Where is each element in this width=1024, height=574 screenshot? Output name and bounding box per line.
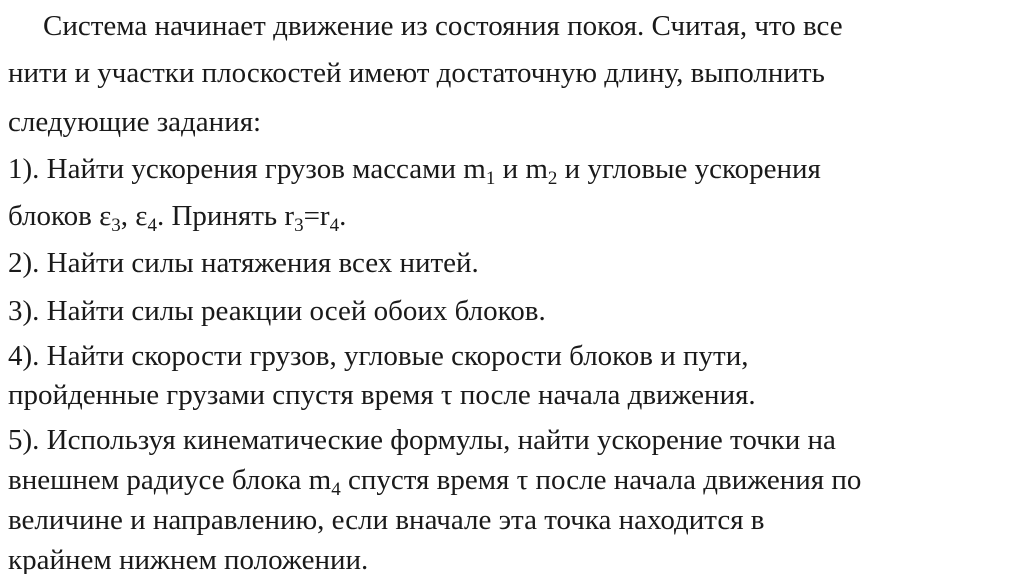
subscript-m4: 4 [331,479,341,500]
task-5-line-3: величине и направлению, если вначале эта точка находится в [8,504,765,536]
subscript-m1: 1 [485,168,496,189]
subscript-r3: 3 [294,215,304,236]
task-1-text-d: блоков ε [8,200,112,232]
task-4-line-2: пройденные грузами спустя время τ после начала движения. [8,379,756,411]
subscript-e3: 3 [111,215,121,236]
task-1-text-e: , ε [120,200,148,232]
task-5-text-a: внешнем радиусе блока m [8,464,332,496]
task-2-line: 2). Найти силы натяжения всех нитей. [8,247,479,279]
intro-line-3: следующие задания: [8,106,262,138]
task-5-line-2 [8,463,862,500]
task-1-text-h: . [339,200,347,232]
task-3-line: 3). Найти силы реакции осей обоих блоков. [8,295,546,327]
task-5-line-4: крайнем нижнем положении. [8,544,369,574]
task-1-line-2 [8,199,347,236]
intro-line-1: Система начинает движение из состояния покоя. Считая, что все [43,10,843,42]
subscript-e4: 4 [147,215,157,236]
task-1-text-a: 1). Найти ускорения грузов массами m [8,153,486,185]
task-4-line-1: 4). Найти скорости грузов, угловые скорости блоков и пути, [8,340,749,372]
task-1-text-g: =r [303,200,330,232]
task-1-text-c: и угловые ускорения [557,153,821,185]
task-5-line-1: 5). Используя кинематические формулы, найти ускорение точки на [8,424,836,456]
subscript-m2: 2 [547,168,558,189]
task-1-line-1 [8,152,821,189]
task-1-text-f: . Принять r [156,200,295,232]
subscript-r4: 4 [329,215,340,236]
task-1-text-b: и m [495,153,548,185]
intro-line-2: нити и участки плоскостей имеют достаточную длину, выполнить [8,57,825,89]
task-5-text-b: спустя время τ после начала движения по [340,464,862,496]
